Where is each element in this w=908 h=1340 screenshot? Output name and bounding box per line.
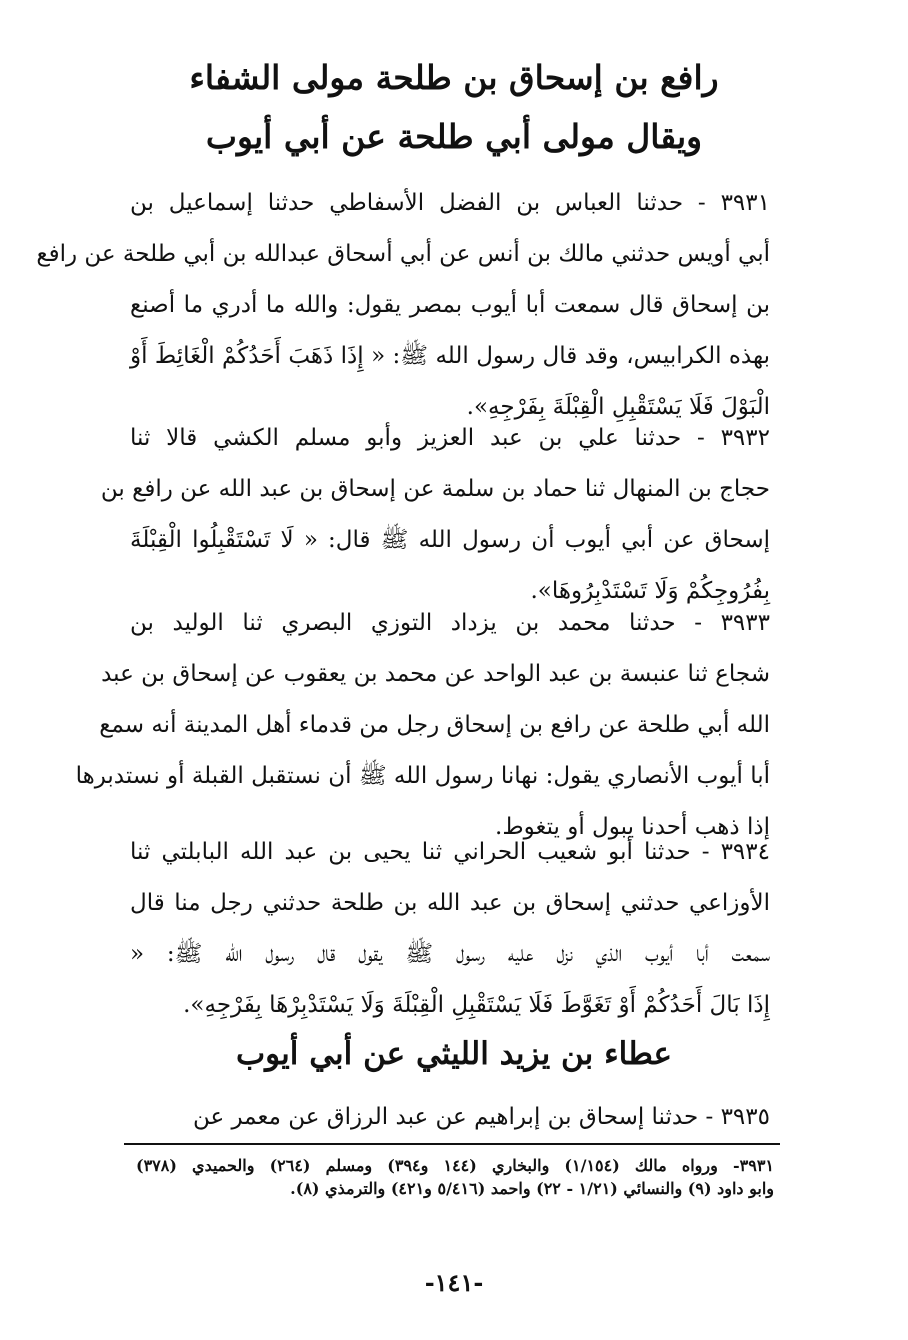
hadith-3934-line-1: ٣٩٣٤ - حدثنا أبو شعيب الحراني ثنا يحيى بن عبد الله البابلتي ثنا <box>130 839 770 865</box>
hadith-3931 <box>36 178 770 433</box>
hadith-3933-line-2: شجاع ثنا عنبسة بن عبد الواحد عن محمد بن يعقوب عن إسحاق بن عبد <box>101 661 770 687</box>
hadith-3931-line-1: ٣٩٣١ - حدثنا العباس بن الفضل الأسفاطي حدثنا إسماعيل بن <box>130 190 770 216</box>
footnote <box>136 1154 774 1200</box>
hadith-3932 <box>100 413 770 617</box>
hadith-3932-line-1: ٣٩٣٢ - حدثنا علي بن عبد العزيز وأبو مسلم الكشي قالا ثنا <box>130 425 770 451</box>
hadith-3933-line-3: الله أبي طلحة عن رافع بن إسحاق رجل من قدماء أهل المدينة أنه سمع <box>99 712 770 738</box>
hadith-3932-line-3: إسحاق عن أبي أيوب أن رسول الله ﷺ قال: « لَا تَسْتَقْبِلُوا الْقِبْلَةَ <box>130 527 770 553</box>
hadith-3933 <box>75 598 770 853</box>
hadith-3933-line-1: ٣٩٣٣ - حدثنا محمد بن يزداد التوزي البصري ثنا الوليد بن <box>130 610 770 636</box>
footnote-divider <box>124 1143 780 1145</box>
hadith-3935 <box>130 1092 770 1143</box>
hadith-3934 <box>130 827 770 1031</box>
hadith-3931-line-2: أبي أويس حدثني مالك بن أنس عن أبي أسحاق عبدالله بن أبي طلحة عن رافع <box>36 241 770 267</box>
hadith-3933-line-4: أبا أيوب الأنصاري يقول: نهانا رسول الله ﷺ أن نستقبل القبلة أو نستدبرها <box>75 763 770 789</box>
hadith-3934-line-3: سمعت أبا أيوب الذي نزل عليه رسول ﷺ يقول قال رسول الله ﷺ: « <box>130 941 770 967</box>
chapter-title-line-2: ويقال مولى أبي طلحة عن أبي أيوب <box>205 117 703 156</box>
hadith-3933-line-5: إذا ذهب أحدنا يبول أو يتغوط. <box>495 814 770 840</box>
hadith-3934-line-4: إِذَا بَالَ أَحَدُكُمْ أَوْ تَغَوَّطَ فَلَا يَسْتَقْبِلِ الْقِبْلَةَ وَلَا يَسْتَدْبِرْهَا بِفَرْجِهِ». <box>183 992 770 1018</box>
hadith-3931-line-4: بهذه الكرابيس، وقد قال رسول الله ﷺ: « إِذَا ذَهَبَ أَحَدُكُمْ الْغَائِطَ أَوْ <box>130 343 770 369</box>
hadith-3932-line-4: بِفُرُوجِكُمْ وَلَا تَسْتَدْبِرُوهَا». <box>530 578 770 604</box>
page-number: -١٤١- <box>424 1268 484 1297</box>
footnote-line-1: ٣٩٣١- ورواه مالك (١/١٥٤) والبخاري (١٤٤ و٣٩٤) ومسلم (٢٦٤) والحميدي (٣٧٨) <box>136 1156 775 1175</box>
hadith-3934-line-2: الأوزاعي حدثني إسحاق بن عبد الله بن طلحة حدثني رجل منا قال <box>130 890 770 916</box>
hadith-3931-line-5: الْبَوْلَ فَلَا يَسْتَقْبِلِ الْقِبْلَةَ بِفَرْجِهِ». <box>466 394 770 420</box>
hadith-3935-line-1: ٣٩٣٥ - حدثنا إسحاق بن إبراهيم عن عبد الرزاق عن معمر عن <box>192 1104 770 1130</box>
footnote-line-2: وابو داود (٩) والنسائي (١/٢١ - ٢٢) واحمد (٥/٤١٦ و٤٢١) والترمذي (٨). <box>290 1179 774 1198</box>
hadith-3932-line-2: حجاج بن المنهال ثنا حماد بن سلمة عن إسحاق بن عبد الله عن رافع بن <box>100 476 770 502</box>
chapter-title-line-1: رافع بن إسحاق بن طلحة مولى الشفاء <box>189 58 719 97</box>
hadith-3931-line-3: بن إسحاق قال سمعت أبا أيوب بمصر يقول: والله ما أدري ما أصنع <box>130 292 770 318</box>
section-title: عطاء بن يزيد الليثي عن أبي أيوب <box>235 1036 673 1072</box>
